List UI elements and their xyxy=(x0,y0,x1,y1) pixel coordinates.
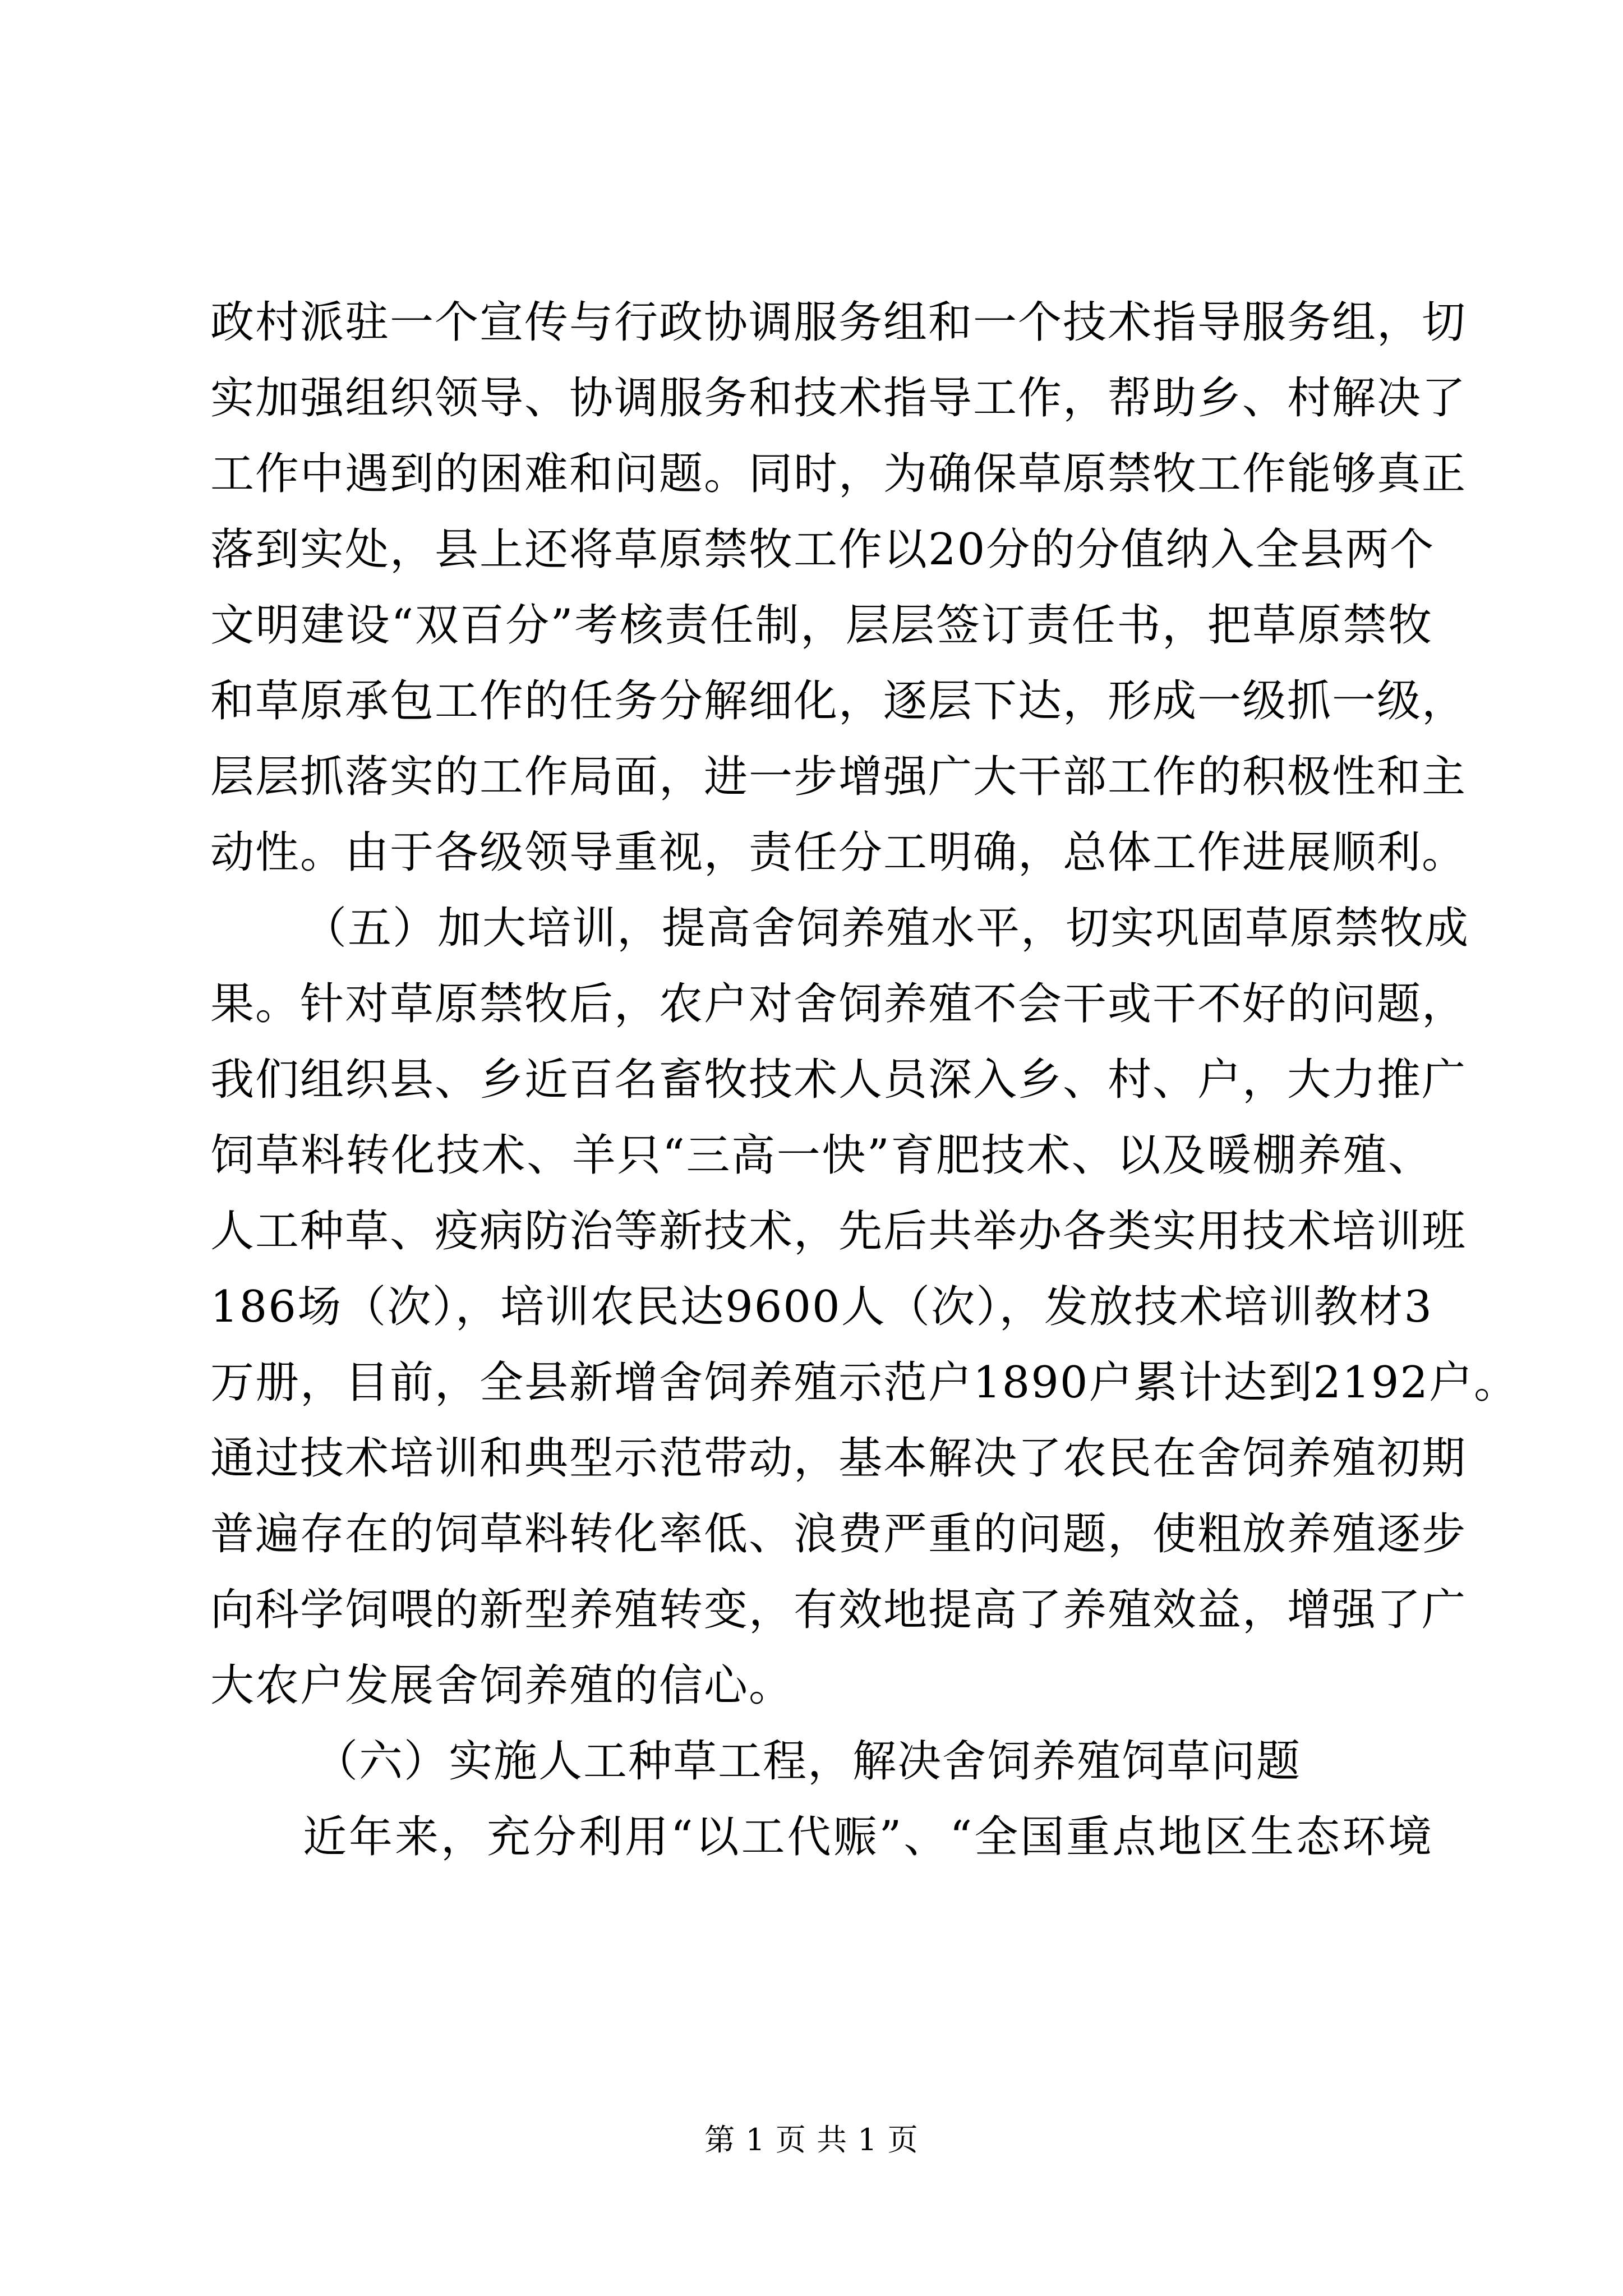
paragraph-line: 通过技术培训和典型示范带动，基本解决了农民在舍饲养殖初期 xyxy=(210,1433,1467,1484)
paragraph-line: 饲草料转化技术、羊只“三高一快”育肥技术、以及暖棚养殖、 xyxy=(210,1130,1433,1181)
paragraph-line: 政村派驻一个宣传与行政协调服务组和一个技术指导服务组，切 xyxy=(210,297,1467,348)
paragraph-line: 动性。由于各级领导重视，责任分工明确，总体工作进展顺利。 xyxy=(210,827,1467,878)
paragraph-line: 近年来，充分利用“以工代赈”、“全国重点地区生态环境 xyxy=(303,1812,1433,1862)
paragraph-line: 我们组织县、乡近百名畜牧技术人员深入乡、村、户，大力推广 xyxy=(210,1055,1467,1105)
section-heading-line: （六）实施人工种草工程，解决舍饲养殖饲草问题 xyxy=(314,1736,1302,1787)
paragraph-line: 和草原承包工作的任务分解细化，逐层下达，形成一级抓一级， xyxy=(210,676,1467,726)
paragraph-line: 实加强组织领导、协调服务和技术指导工作，帮助乡、村解决了 xyxy=(210,373,1467,424)
paragraph-line: 层层抓落实的工作局面，进一步增强广大干部工作的积极性和主 xyxy=(210,752,1467,802)
paragraph-line: 普遍存在的饲草料转化率低、浪费严重的问题，使粗放养殖逐步 xyxy=(210,1509,1467,1559)
page-number-footer: 第 1 页 共 1 页 xyxy=(704,2122,919,2157)
paragraph-line: 果。针对草原禁牧后，农户对舍饲养殖不会干或干不好的问题， xyxy=(210,979,1467,1029)
paragraph-line: 落到实处，县上还将草原禁牧工作以20分的分值纳入全县两个 xyxy=(210,524,1435,575)
section-heading-line: （五）加大培训，提高舍饲养殖水平，切实巩固草原禁牧成 xyxy=(303,903,1470,954)
paragraph-line: 工作中遇到的困难和问题。同时，为确保草原禁牧工作能够真正 xyxy=(210,449,1467,499)
paragraph-line: 文明建设“双百分”考核责任制，层层签订责任书，把草原禁牧 xyxy=(210,600,1433,651)
paragraph-line: 186场（次），培训农民达9600人（次），发放技术培训教材3 xyxy=(210,1282,1433,1332)
paragraph-line: 向科学饲喂的新型养殖转变，有效地提高了养殖效益，增强了广 xyxy=(210,1585,1467,1635)
paragraph-line: 大农户发展舍饲养殖的信心。 xyxy=(210,1660,794,1711)
paragraph-line: 人工种草、疫病防治等新技术，先后共举办各类实用技术培训班 xyxy=(210,1206,1467,1257)
paragraph-line: 万册，目前，全县新增舍饲养殖示范户1890户累计达到2192户。 xyxy=(210,1358,1519,1408)
